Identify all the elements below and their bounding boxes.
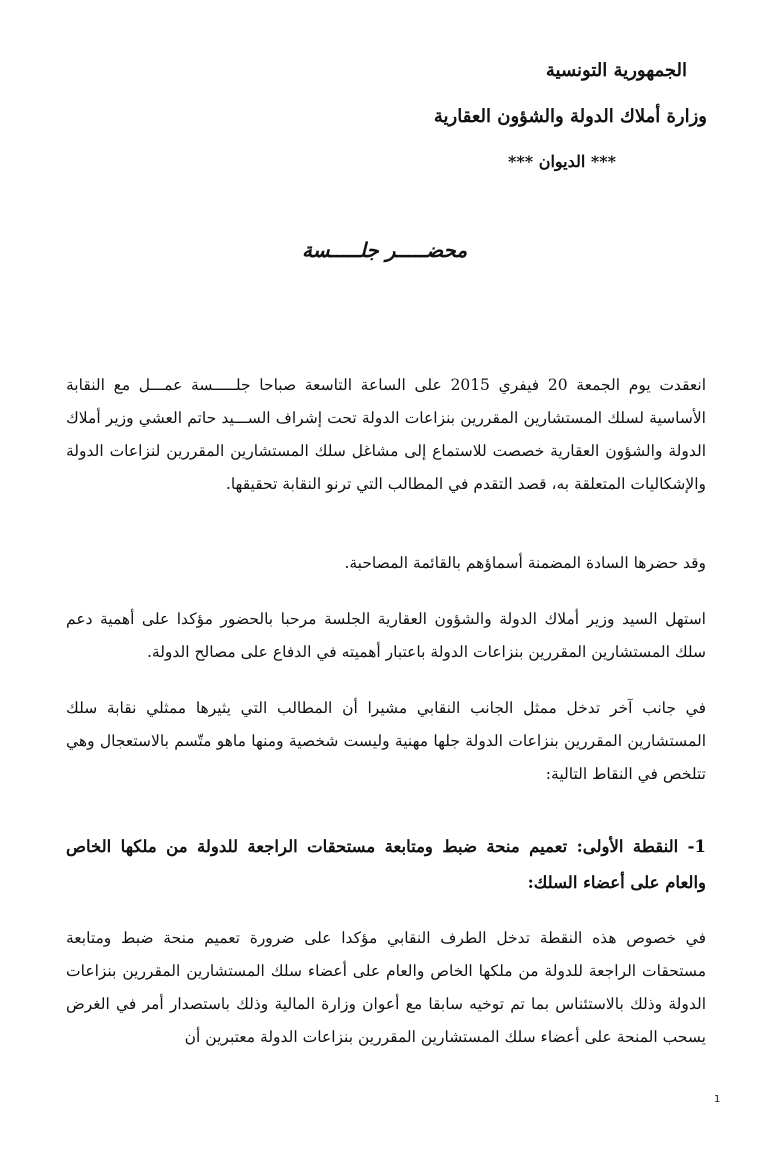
- point-one-heading: 1- النقطة الأولى: تعميم منحة ضبط ومتابعة مستحقات الراجعة للدولة من ملكها الخاص والعام على أعضاء السلك:: [66, 836, 706, 892]
- header-ministry: وزارة أملاك الدولة والشؤون العقارية: [433, 106, 707, 127]
- paragraph-union-intervention: في جانب آخر تدخل ممثل الجانب النقابي مشيرا أن المطالب التي يثيرها ممثلي نقابة سلك المستشارين المقررين بنزاعات الدولة جلها مهنية وليست شخصية ومنها ماهو متّسم بالاستعجال وهي تتلخص في النقاط التالية:: [66, 698, 706, 783]
- paragraph-attendance: وقد حضرها السادة المضمنة أسماؤهم بالقائمة المصاحبة.: [344, 553, 706, 572]
- paragraph-point-one-detail: في خصوص هذه النقطة تدخل الطرف النقابي مؤكدا على ضرورة تعميم منحة ضبط ومتابعة مستحقات الراجعة للدولة من ملكها الخاص والعام على أعضاء سلك المستشارين المقررين بنزاعات الدولة وذلك بالاستئناس بما تم توخيه سابقا مع أعوان وزارة المالية وذلك باستصدار أمر في الغرض يسحب المنحة على أعضاء سلك المستشارين المقررين بنزاعات الدولة معتبرين أن: [66, 928, 706, 1046]
- header-republic: الجمهورية التونسية: [545, 60, 687, 81]
- header-office: *** الديوان ***: [508, 152, 616, 171]
- paragraph-minister-opening: استهل السيد وزير أملاك الدولة والشؤون العقارية الجلسة مرحبا بالحضور مؤكدا على أهمية دعم سلك المستشارين المقررين بنزاعات الدولة باعتبار أهميته في الدفاع على مصالح الدولة.: [66, 609, 706, 661]
- page-number: 1: [714, 1094, 721, 1105]
- document-title: محضـــــر جلـــــسة: [301, 238, 468, 262]
- paragraph-meeting-intro: انعقدت يوم الجمعة 20 فيفري 2015 على الساعة التاسعة صباحا جلـــــسة عمـــل مع النقابة الأساسية لسلك المستشارين المقررين بنزاعات الدولة تحت إشراف الســـيد حاتم العشي وزير أملاك الدولة والشؤون العقارية خصصت للاستماع إلى مشاغل سلك المستشارين المقررين لنزاعات الدولة والإشكاليات المتعلقة به، قصد التقدم في المطالب التي ترنو النقابة تحقيقها.: [66, 375, 707, 493]
